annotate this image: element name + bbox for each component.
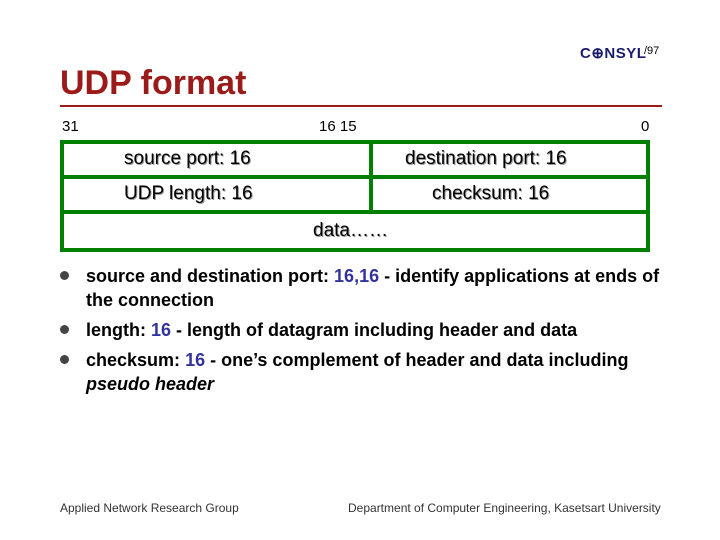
bullet-dot-icon <box>60 355 69 364</box>
bit-label-0: 0 <box>641 118 650 135</box>
consyl-logo <box>580 44 646 62</box>
page-number: /97 <box>644 45 660 57</box>
bullet-lead: source and destination port: <box>86 266 330 286</box>
bullet-dot-icon <box>60 325 69 334</box>
bullet-italic: pseudo header <box>86 374 215 394</box>
bullet-value: 16 <box>151 320 172 340</box>
bullet-lead: checksum: <box>86 350 181 370</box>
bit-label-31: 31 <box>62 118 79 135</box>
bullet-lead: length: <box>86 320 146 340</box>
data-field: data…… <box>313 220 388 241</box>
title-underline <box>60 105 662 107</box>
destination-port-field: destination port: 16 <box>405 148 567 169</box>
bullet-rest: - length of datagram including header and data <box>171 320 578 340</box>
udp-length-field: UDP length: 16 <box>124 183 253 204</box>
footer-left: Applied Network Research Group <box>60 501 239 515</box>
footer-right: Department of Computer Engineering, Kasetsart University <box>348 501 661 515</box>
bullet-value: 16 <box>185 350 206 370</box>
checksum-field: checksum: 16 <box>432 183 550 204</box>
logo-text: C⊕NSYL <box>580 45 647 62</box>
slide-title: UDP format <box>60 64 247 102</box>
source-port-field: source port: 16 <box>124 148 251 169</box>
bullet-rest: - one’s complement of header and data including <box>205 350 629 370</box>
udp-header-diagram <box>60 140 650 252</box>
bullet-list <box>60 264 660 402</box>
udp-diagram-body <box>64 144 646 248</box>
bullet-value: 16,16 <box>334 266 380 286</box>
bullet-item-length <box>60 318 660 342</box>
bit-label-16-15: 16 15 <box>319 118 357 135</box>
bullet-item-ports <box>60 264 660 312</box>
row-divider-2 <box>64 210 646 214</box>
column-divider <box>369 144 373 214</box>
row-divider-1 <box>64 175 646 179</box>
bullet-item-checksum <box>60 348 660 396</box>
bullet-rest: - identify applications at ends of the connection <box>86 266 660 310</box>
bullet-dot-icon <box>60 271 69 280</box>
